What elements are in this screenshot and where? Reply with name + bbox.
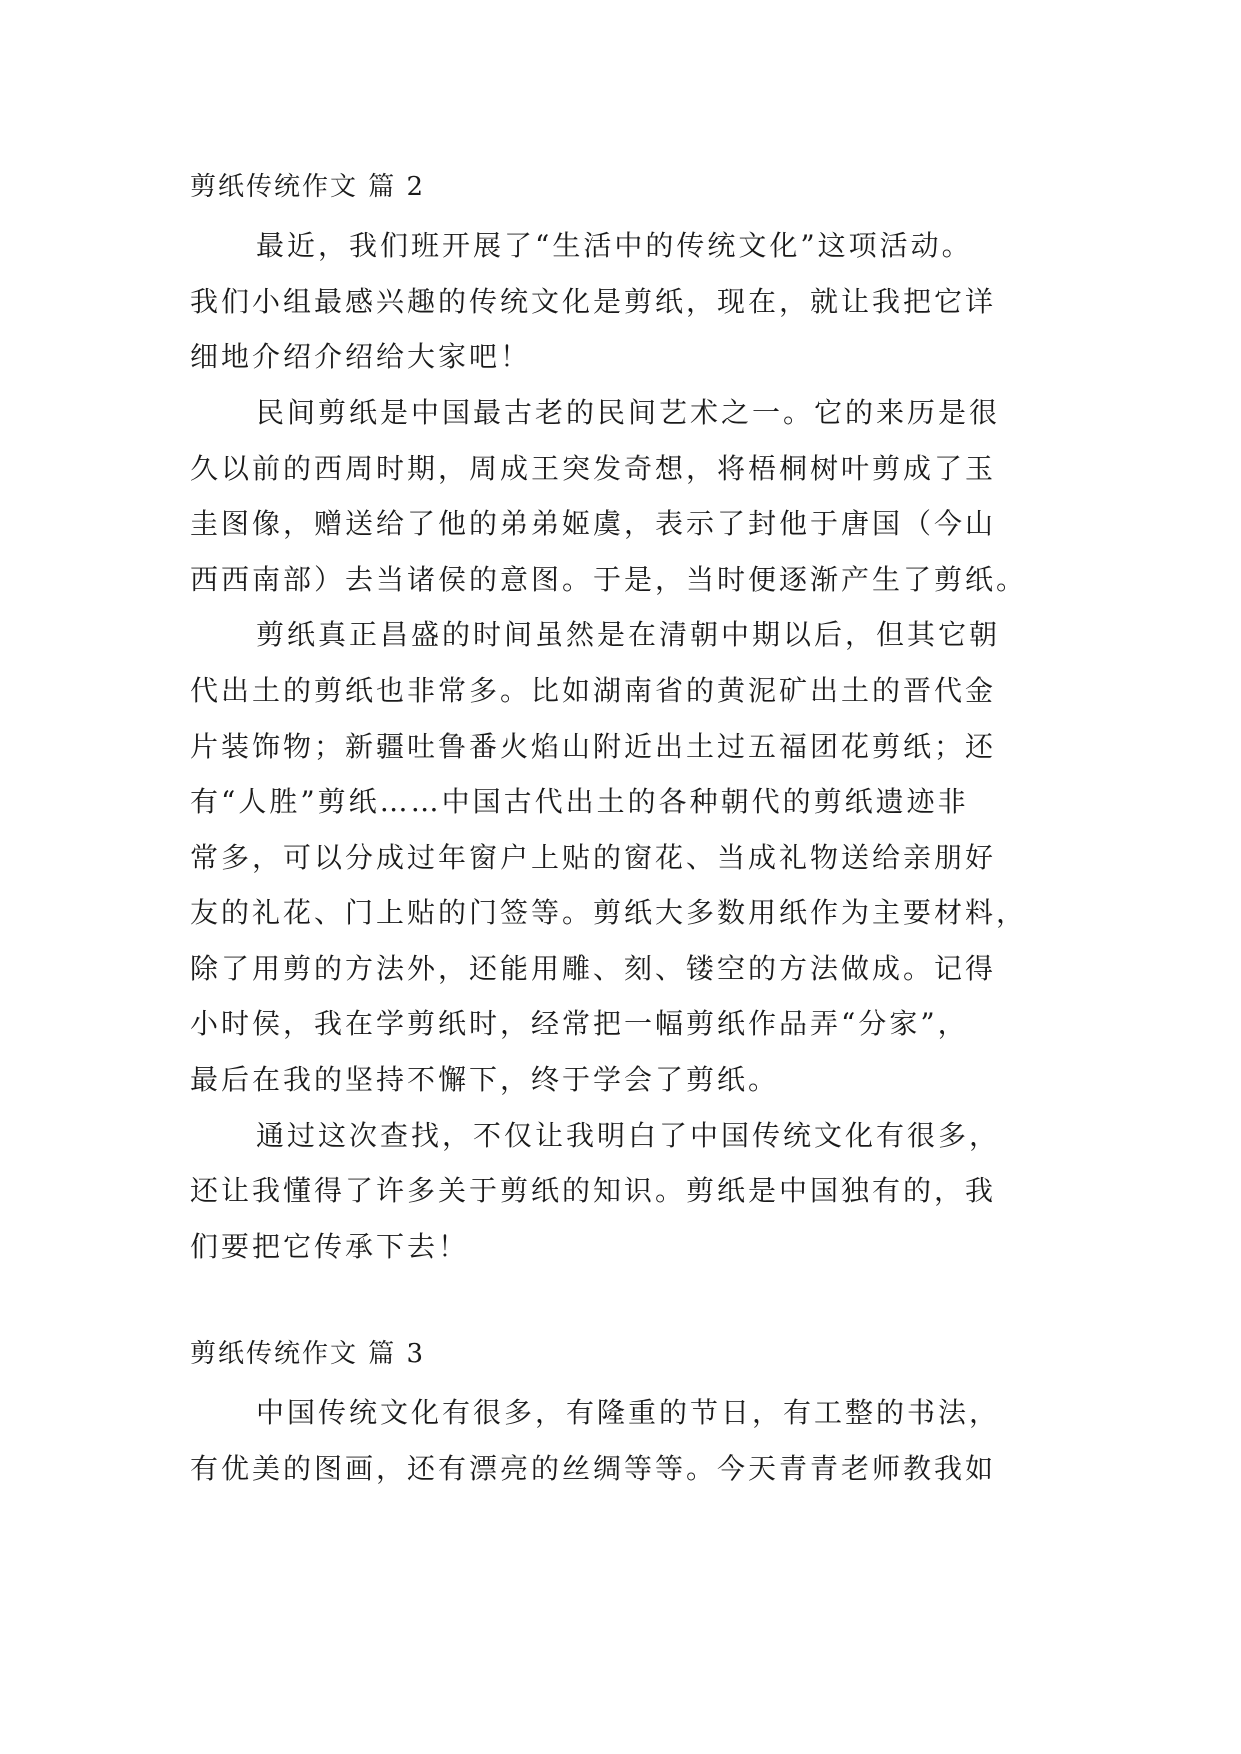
paragraph-line: 民间剪纸是中国最古老的民间艺术之一。它的来历是很 <box>256 396 1001 429</box>
paragraph-line: 们要把它传承下去！ <box>190 1230 470 1263</box>
paragraph-line: 中国传统文化有很多，有隆重的节日，有工整的书法， <box>256 1396 1001 1429</box>
paragraph-line: 有“人胜”剪纸……中国古代出土的各种朝代的剪纸遗迹非 <box>190 785 969 818</box>
paragraph-line: 细地介绍介绍给大家吧！ <box>190 340 532 373</box>
paragraph-line: 圭图像，赠送给了他的弟弟姬虞，表示了封他于唐国（今山 <box>190 507 997 540</box>
paragraph-line: 代出土的剪纸也非常多。比如湖南省的黄泥矿出土的晋代金 <box>190 674 997 707</box>
paragraph-line: 除了用剪的方法外，还能用雕、刻、镂空的方法做成。记得 <box>190 952 997 985</box>
section-heading: 剪纸传统作文 篇 2 <box>190 172 426 202</box>
paragraph-line: 有优美的图画，还有漂亮的丝绸等等。今天青青老师教我如 <box>190 1452 997 1485</box>
paragraph-line: 最后在我的坚持不懈下，终于学会了剪纸。 <box>190 1063 780 1096</box>
paragraph-line: 通过这次查找，不仅让我明白了中国传统文化有很多， <box>256 1119 1001 1152</box>
paragraph-line: 友的礼花、门上贴的门签等。剪纸大多数用纸作为主要材料， <box>190 896 1028 929</box>
paragraph-line: 剪纸真正昌盛的时间虽然是在清朝中期以后，但其它朝 <box>256 618 1001 651</box>
paragraph-line: 常多，可以分成过年窗户上贴的窗花、当成礼物送给亲朋好 <box>190 841 997 874</box>
section-heading: 剪纸传统作文 篇 3 <box>190 1339 426 1369</box>
paragraph-line: 我们小组最感兴趣的传统文化是剪纸，现在，就让我把它详 <box>190 285 997 318</box>
paragraph-line: 西西南部）去当诸侯的意图。于是，当时便逐渐产生了剪纸。 <box>190 563 1028 596</box>
paragraph-line: 最近，我们班开展了“生活中的传统文化”这项活动。 <box>256 229 973 262</box>
paragraph-line: 片装饰物；新疆吐鲁番火焰山附近出土过五福团花剪纸；还 <box>190 730 997 763</box>
paragraph-line: 还让我懂得了许多关于剪纸的知识。剪纸是中国独有的，我 <box>190 1174 997 1207</box>
paragraph-line: 小时侯，我在学剪纸时，经常把一幅剪纸作品弄“分家”， <box>190 1007 969 1040</box>
paragraph-line: 久以前的西周时期，周成王突发奇想，将梧桐树叶剪成了玉 <box>190 452 997 485</box>
